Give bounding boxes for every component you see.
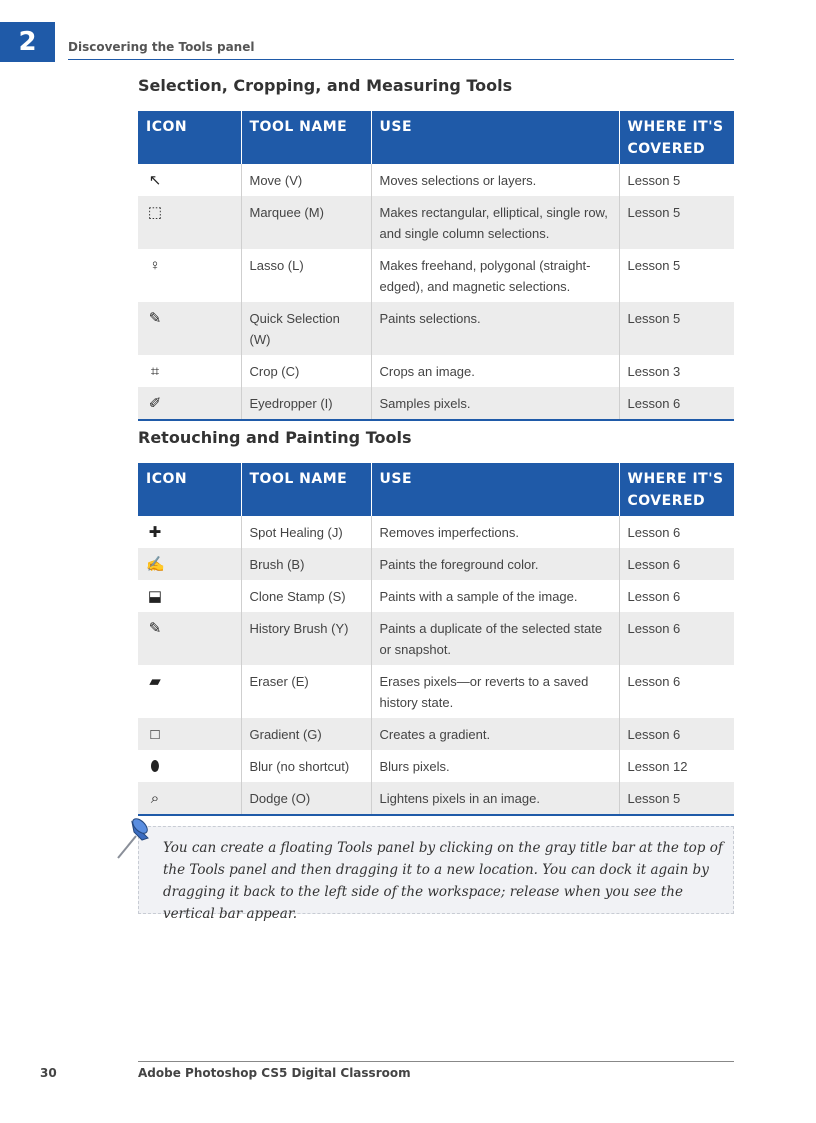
icon-cell — [138, 612, 241, 665]
clone-stamp-icon: ⬓ — [147, 588, 163, 605]
use-cell: Paints a duplicate of the selected state or snapshot. — [371, 612, 619, 665]
eraser-icon: ▰ — [149, 673, 161, 690]
use-cell: Blurs pixels. — [371, 750, 619, 782]
blur-icon: ⬮ — [150, 758, 160, 775]
dodge-icon: ⌕ — [150, 790, 160, 807]
tool-name-cell: Dodge (O) — [241, 782, 371, 815]
section-title-retouching: Retouching and Painting Tools — [138, 428, 412, 447]
retouching-tools-table — [138, 463, 734, 816]
brush-icon: ✍ — [146, 556, 165, 573]
page-number: 30 — [40, 1066, 57, 1080]
where-covered-cell: Lesson 5 — [619, 164, 734, 196]
icon-cell — [138, 665, 241, 718]
where-covered-cell: Lesson 6 — [619, 718, 734, 750]
table-row — [138, 782, 734, 815]
use-cell: Paints selections. — [371, 302, 619, 355]
use-cell: Paints the foreground color. — [371, 548, 619, 580]
column-header-where-covered: WHERE IT'S COVERED — [619, 463, 734, 516]
use-cell: Makes rectangular, elliptical, single row, and single column selections. — [371, 196, 619, 249]
crop-icon: ⌗ — [150, 363, 160, 380]
table-row — [138, 387, 734, 420]
where-covered-cell: Lesson 6 — [619, 665, 734, 718]
use-cell: Removes imperfections. — [371, 516, 619, 548]
section-title-selection: Selection, Cropping, and Measuring Tools — [138, 76, 513, 95]
column-header-icon: ICON — [138, 463, 241, 516]
table-row — [138, 302, 734, 355]
table-row — [138, 355, 734, 387]
footer-divider — [138, 1061, 734, 1062]
icon-cell — [138, 302, 241, 355]
icon-cell — [138, 750, 241, 782]
icon-cell — [138, 580, 241, 612]
tool-name-cell: Gradient (G) — [241, 718, 371, 750]
table-row — [138, 196, 734, 249]
tool-name-cell: History Brush (Y) — [241, 612, 371, 665]
quick-selection-icon: ✎ — [148, 310, 162, 327]
tool-name-cell: Eyedropper (I) — [241, 387, 371, 420]
icon-cell — [138, 164, 241, 196]
use-cell: Lightens pixels in an image. — [371, 782, 619, 815]
table-header-row — [138, 111, 734, 164]
where-covered-cell: Lesson 6 — [619, 580, 734, 612]
column-header-tool-name: TOOL NAME — [241, 111, 371, 164]
running-header: Discovering the Tools panel — [68, 40, 255, 54]
book-title: Adobe Photoshop CS5 Digital Classroom — [138, 1066, 411, 1080]
table-row — [138, 516, 734, 548]
icon-cell — [138, 782, 241, 815]
tip-box — [138, 826, 734, 922]
where-covered-cell: Lesson 5 — [619, 196, 734, 249]
column-header-tool-name: TOOL NAME — [241, 463, 371, 516]
icon-cell — [138, 548, 241, 580]
where-covered-cell: Lesson 6 — [619, 387, 734, 420]
lasso-icon: ♀ — [149, 257, 161, 274]
tool-name-cell: Clone Stamp (S) — [241, 580, 371, 612]
gradient-icon: □ — [150, 726, 160, 743]
tool-name-cell: Spot Healing (J) — [241, 516, 371, 548]
chapter-number: 2 — [0, 22, 55, 62]
tool-name-cell: Lasso (L) — [241, 249, 371, 302]
table-row — [138, 580, 734, 612]
use-cell: Paints with a sample of the image. — [371, 580, 619, 612]
where-covered-cell: Lesson 6 — [619, 612, 734, 665]
icon-cell — [138, 516, 241, 548]
table-row — [138, 612, 734, 665]
table-row — [138, 718, 734, 750]
tool-name-cell: Eraser (E) — [241, 665, 371, 718]
tool-name-cell: Crop (C) — [241, 355, 371, 387]
marquee-icon: ⬚ — [147, 204, 163, 221]
spot-healing-icon: ✚ — [148, 524, 162, 541]
use-cell: Creates a gradient. — [371, 718, 619, 750]
move-icon: ↖ — [148, 172, 162, 189]
column-header-use: USE — [371, 463, 619, 516]
icon-cell — [138, 196, 241, 249]
tool-name-cell: Quick Selection (W) — [241, 302, 371, 355]
tool-name-cell: Move (V) — [241, 164, 371, 196]
tool-name-cell: Marquee (M) — [241, 196, 371, 249]
history-brush-icon: ✎ — [148, 620, 162, 637]
where-covered-cell: Lesson 3 — [619, 355, 734, 387]
selection-tools-table — [138, 111, 734, 421]
table-row — [138, 548, 734, 580]
column-header-use: USE — [371, 111, 619, 164]
eyedropper-icon: ✐ — [148, 395, 162, 412]
use-cell: Crops an image. — [371, 355, 619, 387]
use-cell: Samples pixels. — [371, 387, 619, 420]
use-cell: Makes freehand, polygonal (straight-edged), and magnetic selections. — [371, 249, 619, 302]
table-header-row — [138, 463, 734, 516]
use-cell: Moves selections or layers. — [371, 164, 619, 196]
table-row — [138, 249, 734, 302]
icon-cell — [138, 249, 241, 302]
icon-cell — [138, 387, 241, 420]
tool-name-cell: Brush (B) — [241, 548, 371, 580]
table-row — [138, 665, 734, 718]
tool-name-cell: Blur (no shortcut) — [241, 750, 371, 782]
tip-text: You can create a floating Tools panel by clicking on the gray title bar at the top of the Tools panel and then dragging it to a new location. You can dock it again by dragging it back to the left side of the workspace; release when you see the vertical bar appear. — [163, 840, 723, 922]
column-header-icon: ICON — [138, 111, 241, 164]
header-divider — [68, 59, 734, 60]
where-covered-cell: Lesson 6 — [619, 548, 734, 580]
where-covered-cell: Lesson 5 — [619, 782, 734, 815]
column-header-where-covered: WHERE IT'S COVERED — [619, 111, 734, 164]
where-covered-cell: Lesson 5 — [619, 249, 734, 302]
icon-cell — [138, 355, 241, 387]
use-cell: Erases pixels—or reverts to a saved history state. — [371, 665, 619, 718]
pushpin-icon — [112, 812, 162, 862]
where-covered-cell: Lesson 12 — [619, 750, 734, 782]
table-row — [138, 164, 734, 196]
where-covered-cell: Lesson 6 — [619, 516, 734, 548]
table-row — [138, 750, 734, 782]
where-covered-cell: Lesson 5 — [619, 302, 734, 355]
icon-cell — [138, 718, 241, 750]
